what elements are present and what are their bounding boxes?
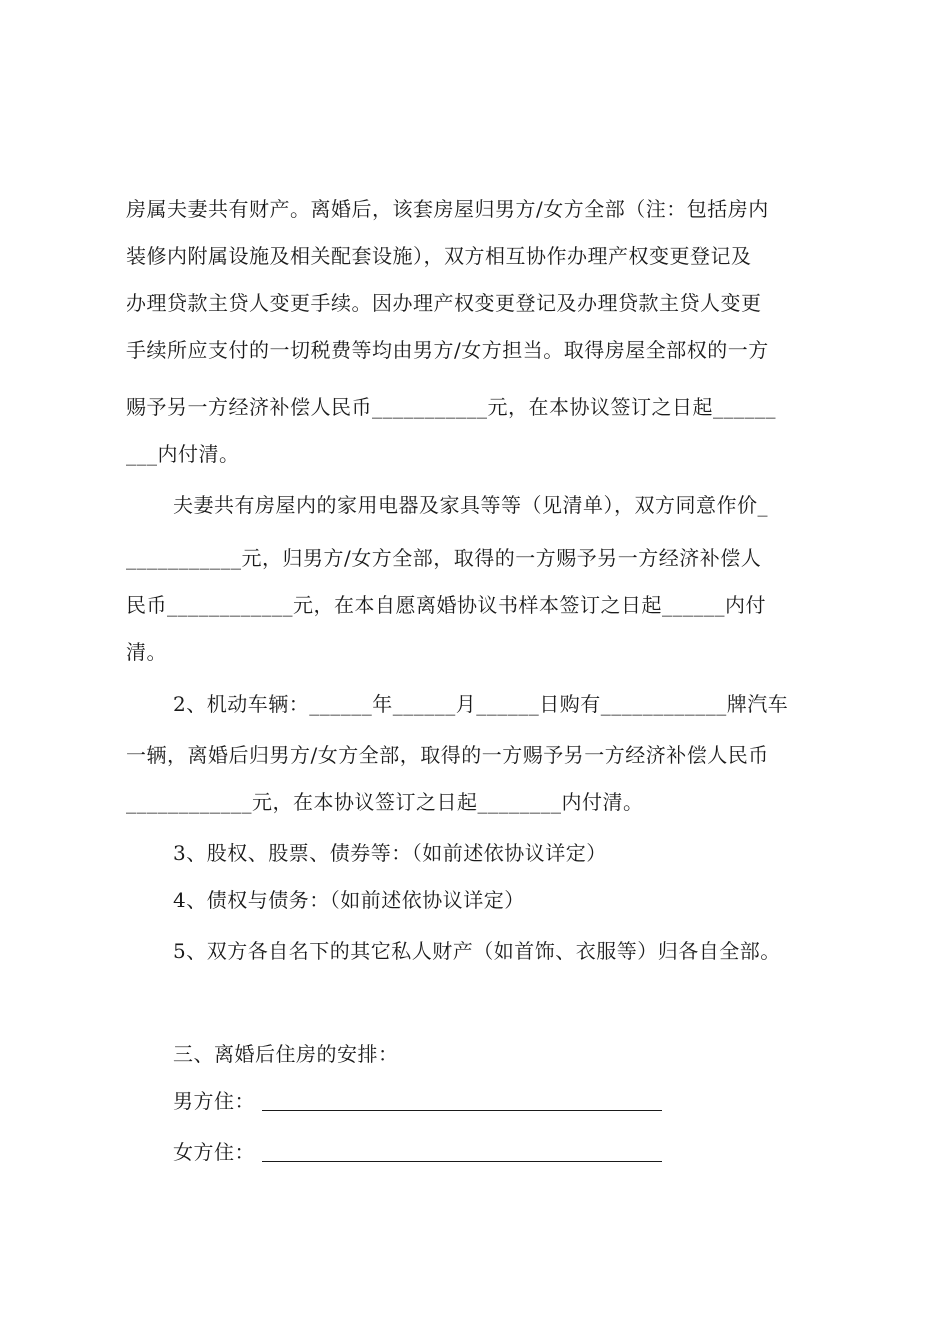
text-line: 赐予另一方经济补偿人民币___________元，在本协议签订之日起______ — [126, 395, 776, 419]
text-line: 4、债权与债务：（如前述依协议详定） — [173, 888, 525, 912]
fill-label: 男方住： — [173, 1089, 255, 1113]
text-line: 房属夫妻共有财产。离婚后，该套房屋归男方/女方全部（注：包括房内 — [126, 197, 769, 221]
text-line: ___________元，归男方/女方全部，取得的一方赐予另一方经济补偿人 — [126, 546, 762, 570]
text-line: 手续所应支付的一切税费等均由男方/女方担当。取得房屋全部权的一方 — [126, 338, 769, 362]
text-line: 装修内附属设施及相关配套设施），双方相互协作办理产权变更登记及 — [126, 244, 752, 268]
text-line: ___内付清。 — [126, 442, 240, 466]
text-line: 一辆，离婚后归男方/女方全部，取得的一方赐予另一方经济补偿人民币 — [126, 743, 769, 767]
text-line: 办理贷款主贷人变更手续。因办理产权变更登记及办理贷款主贷人变更 — [126, 291, 762, 315]
section-heading: 三、离婚后住房的安排： — [173, 1042, 399, 1066]
fill-blank-line — [262, 1161, 662, 1162]
text-line: 民币____________元，在本自愿离婚协议书样本签订之日起______内付 — [126, 593, 766, 617]
text-line: 5、双方各自名下的其它私人财产（如首饰、衣服等）归各自全部。 — [173, 939, 781, 963]
text-line: 3、股权、股票、债券等：（如前述依协议详定） — [173, 841, 607, 865]
fill-blank-line — [262, 1110, 662, 1111]
text-line: 清。 — [126, 640, 167, 664]
text-line: ____________元，在本协议签订之日起________内付清。 — [126, 790, 644, 814]
text-line: 2、机动车辆：______年______月______日购有____________牌汽车 — [173, 692, 789, 716]
fill-label: 女方住： — [173, 1140, 255, 1164]
text-line: 夫妻共有房屋内的家用电器及家具等等（见清单），双方同意作价_ — [173, 493, 768, 517]
